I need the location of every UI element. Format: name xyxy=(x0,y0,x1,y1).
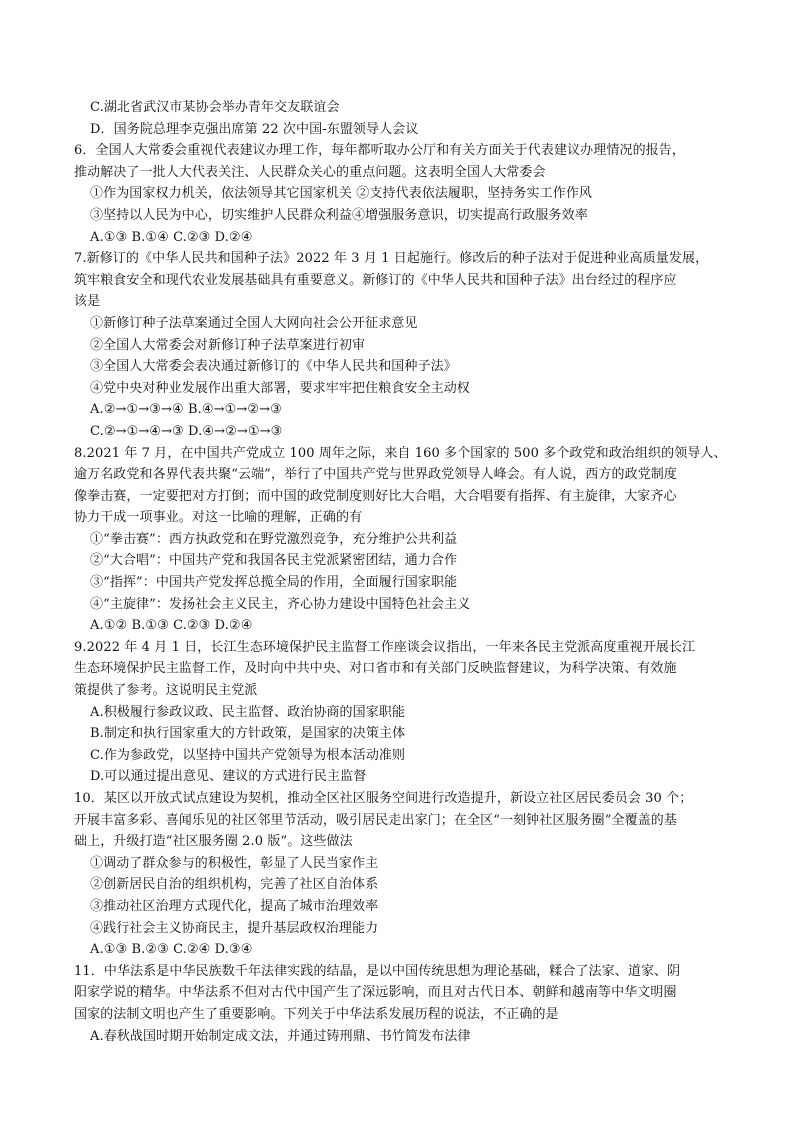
text-line: A.春秋战国时期开始制定成文法，并通过铸刑鼎、书竹简发布法律 xyxy=(90,1028,471,1044)
text-line: ②全国人大常委会对新修订种子法草案进行初审 xyxy=(90,337,366,353)
text-line: C.湖北省武汉市某协会举办青年交友联谊会 xyxy=(90,100,340,115)
text-line: C.②→①→④→③ D.④→②→①→③ xyxy=(90,423,283,439)
text-line: A.①③ B.②③ C.②④ D.③④ xyxy=(90,942,253,958)
text-line: ③推动社区治理方式现代化，提高了城市治理效率 xyxy=(90,898,379,914)
text-line: ②“大合唱”：中国共产党和我国各民主党派紧密团结，通力合作 xyxy=(90,553,458,569)
text-line: 筑牢粮食安全和现代农业发展基础具有重要意义。新修订的《中华人民共和国种子法》出台经过的程序应 xyxy=(74,272,677,288)
text-line: A.积极履行参政议政、民主监督、政治协商的国家职能 xyxy=(90,704,406,720)
text-line: 逾万名政党和各界代表共聚“云端”，举行了中国共产党与世界政党领导人峰会。有人说，西方的政党制度 xyxy=(74,467,677,483)
document-body xyxy=(74,97,734,1047)
text-line: 生态环境保护民主监督工作，及时向中共中央、对口省市和有关部门反映监督建议，为科学决策、有效施 xyxy=(74,661,677,677)
text-line: ③“指挥”：中国共产党发挥总揽全局的作用，全面履行国家职能 xyxy=(90,575,458,591)
text-line: ①作为国家权力机关，依法领导其它国家机关 ②支持代表依法履职，坚持务实工作作风 xyxy=(90,186,593,202)
text-line: 11．中华法系是中华民族数千年法律实践的结晶，是以中国传统思想为理论基础，糅合了法家、道家、阴 xyxy=(74,963,681,979)
text-line: ③坚持以人民为中心，切实维护人民群众利益④增强服务意识，切实提高行政服务效率 xyxy=(90,207,588,223)
text-line: 开展丰富多彩、喜闻乐见的社区邻里节活动，吸引居民走出家门；在全区“一刻钟社区服务圈”全覆盖的基 xyxy=(74,812,677,828)
text-line: D．国务院总理李克强出席第 22 次中国-东盟领导人会议 xyxy=(90,121,419,137)
text-line: 像拳击赛，一定要把对方打倒；而中国的政党制度则好比大合唱，大合唱要有指挥、有主旋律，大家齐心 xyxy=(74,488,677,504)
text-line: 8.2021 年 7 月，在中国共产党成立 100 周年之际，来自 160 多个国家的 500 多个政党和政治组织的领导人、 xyxy=(74,445,727,461)
text-line: A.②→①→③→④ B.④→①→②→③ xyxy=(90,402,282,418)
text-line: ①“拳击赛”：西方执政党和在野党激烈竞争，充分维护公共利益 xyxy=(90,531,458,547)
text-line: ③全国人大常委会表决通过新修订的《中华人民共和国种子法》 xyxy=(90,359,457,375)
text-line: 础上，升级打造“社区服务圈 2.0 版”。这些做法 xyxy=(74,834,353,850)
text-line: 阳家学说的精华。中华法系不但对古代中国产生了深远影响，而且对古代日本、朝鲜和越南等中华文明圈 xyxy=(74,985,677,1001)
text-line: A.①② B.①③ C.②③ D.②④ xyxy=(90,618,253,634)
text-line: ①新修订种子法草案通过全国人大网向社会公开征求意见 xyxy=(90,315,418,331)
text-line: 7.新修订的《中华人民共和国种子法》2022 年 3 月 1 日起施行。修改后的种子法对于促进种业高质量发展， xyxy=(74,251,709,267)
text-line: D.可以通过提出意见、建议的方式进行民主监督 xyxy=(90,769,367,785)
text-line: C.作为参政党，以坚持中国共产党领导为根本活动准则 xyxy=(90,747,406,763)
text-line: ②创新居民自治的组织机构，完善了社区自治体系 xyxy=(90,877,379,893)
text-line: 9.2022 年 4 月 1 日，长江生态环境保护民主监督工作座谈会议指出，一年来各民主党派高度重视开展长江 xyxy=(74,639,696,655)
text-line: A.①③ B.①④ C.②③ D.②④ xyxy=(90,229,253,245)
text-line: ④践行社会主义协商民主，提升基层政权治理能力 xyxy=(90,920,379,936)
text-line: 协力干成一项事业。对这一比喻的理解，正确的有 xyxy=(74,510,363,526)
text-line: ①调动了群众参与的积极性，彰显了人民当家作主 xyxy=(90,855,379,871)
text-line: B.制定和执行国家重大的方针政策，是国家的决策主体 xyxy=(90,726,406,742)
text-line: 推动解决了一批人大代表关注、人民群众关心的重点问题。这表明全国人大常委会 xyxy=(74,164,546,180)
text-line: 6．全国人大常委会重视代表建议办理工作，每年都听取办公厅和有关方面关于代表建议办理情况的报告， xyxy=(74,143,685,159)
text-line: 10．某区以开放式试点建设为契机，推动全区社区服务空间进行改造提升，新设立社区居民委员会 30 个； xyxy=(74,791,693,806)
text-line: 国家的法制文明也产生了重要影响。下列关于中华法系发展历程的说法，不正确的是 xyxy=(74,1006,559,1022)
text-line: ④“主旋律”：发扬社会主义民主，齐心协力建设中国特色社会主义 xyxy=(90,596,471,612)
text-line: 策提供了参考。这说明民主党派 xyxy=(74,683,258,699)
text-line: 该是 xyxy=(74,294,101,310)
text-line: ④党中央对种业发展作出重大部署，要求牢牢把住粮食安全主动权 xyxy=(90,380,470,396)
